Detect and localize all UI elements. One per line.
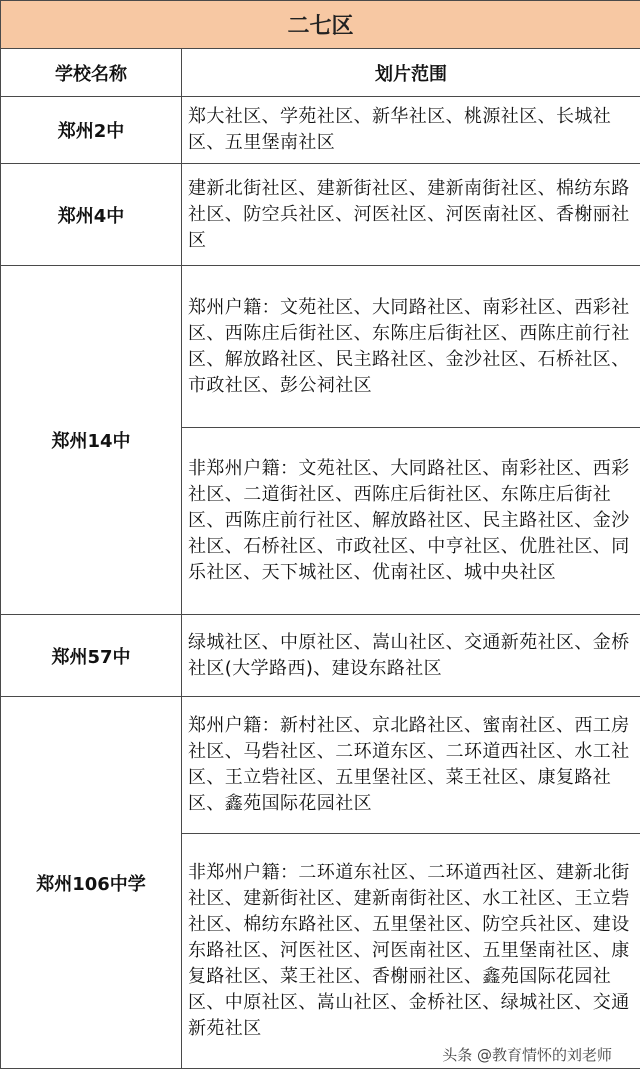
school-name: 郑州57中	[1, 615, 182, 697]
table-row	[1, 266, 640, 428]
district-title: 二七区	[1, 1, 640, 49]
zoning-area: 郑大社区、学苑社区、新华社区、桃源社区、长城社区、五里堡南社区	[182, 97, 640, 164]
school-name: 郑州14中	[1, 266, 182, 615]
zoning-area: 郑州户籍：文苑社区、大同路社区、南彩社区、西彩社区、西陈庄后街社区、东陈庄后街社区、西陈庄前行社区、解放路社区、民主路社区、金沙社区、石桥社区、市政社区、彭公祠社区	[182, 266, 640, 428]
school-name: 郑州4中	[1, 164, 182, 266]
table-row	[1, 164, 640, 266]
header-school-name: 学校名称	[1, 49, 182, 97]
zoning-area: 绿城社区、中原社区、嵩山社区、交通新苑社区、金桥社区(大学路西)、建设东路社区	[182, 615, 640, 697]
header-zoning-area: 划片范围	[182, 49, 640, 97]
school-name: 郑州106中学	[1, 697, 182, 1069]
watermark: 头条 @教育情怀的刘老师	[442, 1046, 612, 1064]
zoning-area: 建新北街社区、建新街社区、建新南街社区、棉纺东路社区、防空兵社区、河医社区、河医南社区、香榭丽社区	[182, 164, 640, 266]
table-row	[1, 615, 640, 697]
zoning-area: 非郑州户籍：二环道东社区、二环道西社区、建新北街社区、建新街社区、建新南街社区、水工社区、王立砦社区、棉纺东路社区、五里堡社区、防空兵社区、建设东路社区、河医社区、河医南社区、五里堡南社区、康复路社区、菜王社区、香榭丽社区、鑫苑国际花园社区、中原社区、嵩山社区、金桥社区、绿城社区、交通新苑社区	[182, 834, 640, 1069]
table-row	[1, 697, 640, 834]
zoning-area: 郑州户籍：新村社区、京北路社区、蜜南社区、西工房社区、马砦社区、二环道东区、二环道西社区、水工社区、王立砦社区、五里堡社区、菜王社区、康复路社区、鑫苑国际花园社区	[182, 697, 640, 834]
zoning-area: 非郑州户籍：文苑社区、大同路社区、南彩社区、西彩社区、二道街社区、西陈庄后街社区、东陈庄后街社区、西陈庄前行社区、解放路社区、民主路社区、金沙社区、石桥社区、市政社区、中亨社区、优胜社区、同乐社区、天下城社区、优南社区、城中央社区	[182, 428, 640, 615]
table-row	[1, 97, 640, 164]
school-name: 郑州2中	[1, 97, 182, 164]
